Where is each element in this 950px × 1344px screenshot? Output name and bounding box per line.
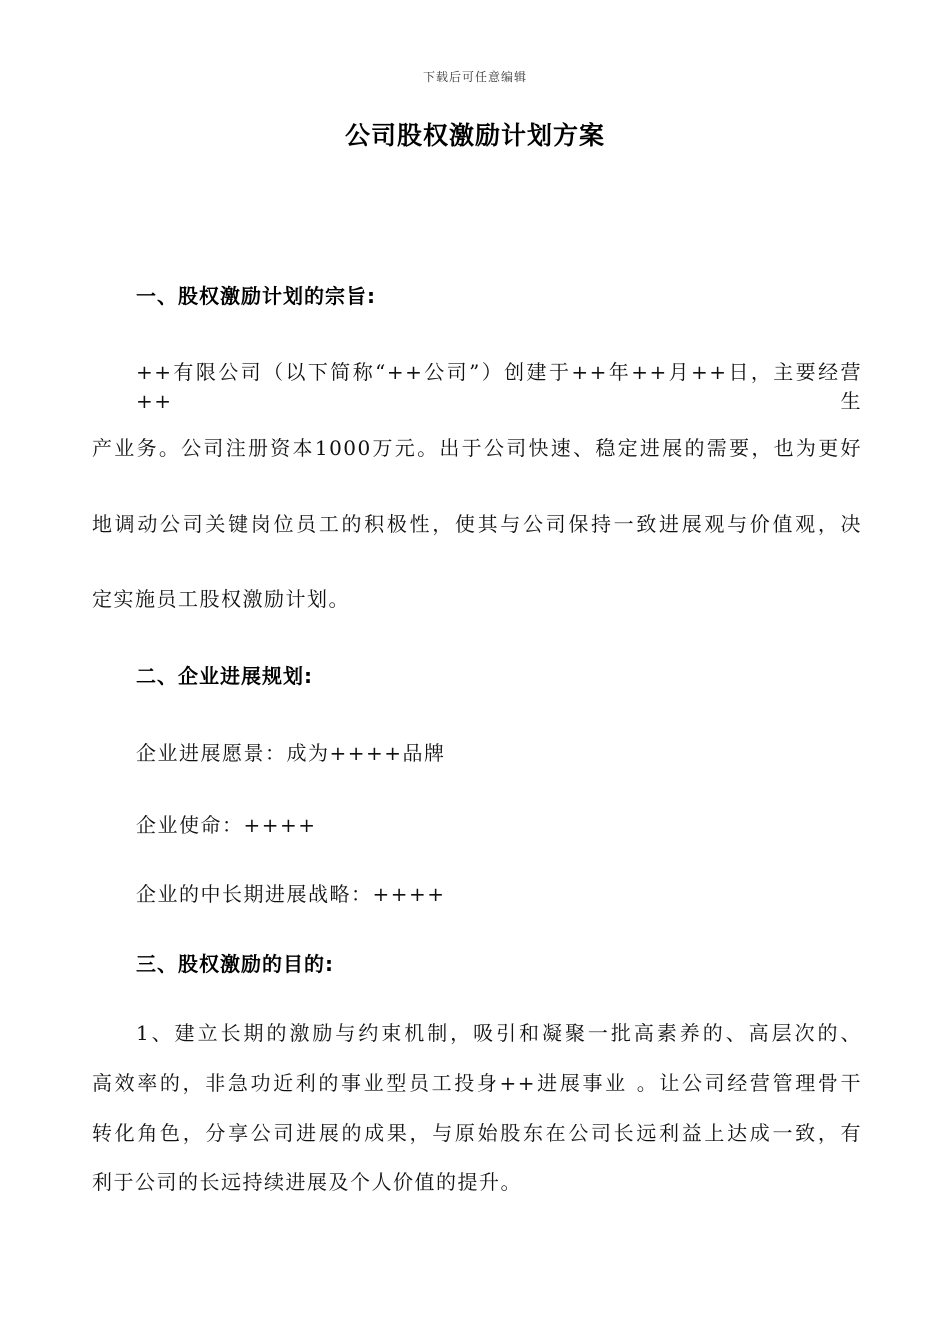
section-3-line-3: 转化角色，分享公司进展的成果，与原始股东在公司长远利益上达成一致，有	[92, 1121, 862, 1145]
section-1-line-4: 定实施员工股权激励计划。	[92, 587, 350, 611]
section-2-heading: 二、企业进展规划:	[136, 664, 313, 688]
section-3-line-4: 利于公司的长远持续进展及个人价值的提升。	[92, 1170, 522, 1194]
section-1-heading: 一、股权激励计划的宗旨:	[136, 284, 376, 308]
strategy-line: 企业的中长期进展战略：++++	[136, 882, 446, 906]
section-1-line-2: 产业务。公司注册资本1000万元。出于公司快速、稳定进展的需要，也为更好	[92, 436, 862, 460]
section-1-line-3: 地调动公司关键岗位员工的积极性，使其与公司保持一致进展观与价值观，决	[92, 512, 862, 536]
mission-line: 企业使命：++++	[136, 813, 317, 837]
section-3-heading: 三、股权激励的目的:	[136, 952, 334, 976]
header-note: 下载后可任意编辑	[422, 70, 527, 84]
vision-line: 企业进展愿景：成为++++品牌	[136, 741, 446, 765]
section-3-line-2: 高效率的，非急功近利的事业型员工投身++进展事业 。让公司经营管理骨干	[92, 1071, 862, 1095]
section-1-line-1: ++有限公司（以下简称“++公司”）创建于++年++月++日，主要经营++生	[136, 360, 862, 413]
section-3-line-1: 1、建立长期的激励与约束机制，吸引和凝聚一批高素养的、高层次的、	[136, 1021, 862, 1045]
document-title: 公司股权激励计划方案	[344, 121, 605, 150]
